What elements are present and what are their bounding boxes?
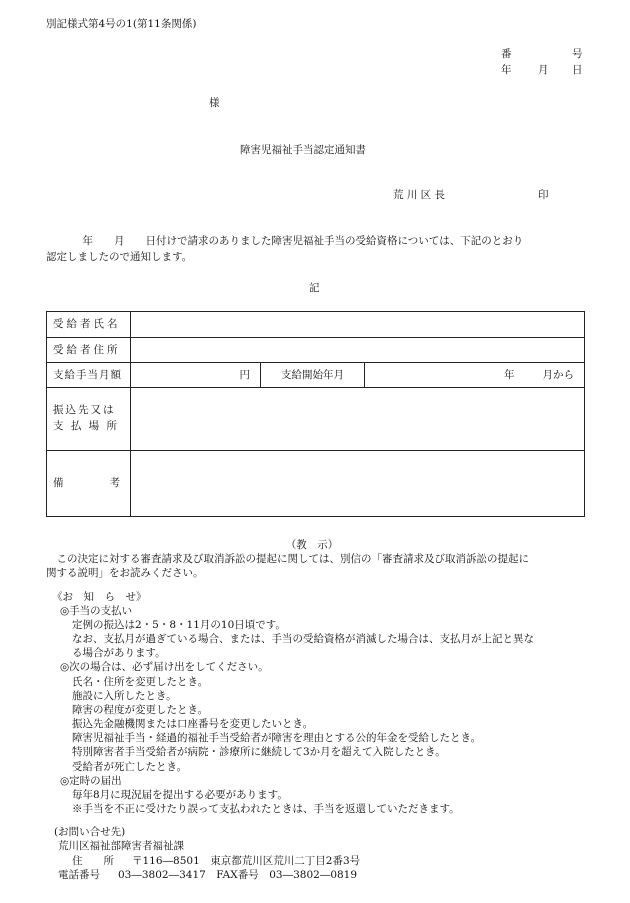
start-label: 支給開始年月: [261, 363, 365, 388]
periodic-line-2: ※手当を不正に受けたり誤って支払われたときは、手当を返還していただきます。: [72, 803, 460, 816]
transfer-label-line-2: 支 払 場 所: [53, 420, 120, 432]
seal-mark: 印: [538, 189, 549, 201]
date-year: 年: [501, 64, 512, 76]
number-suffix: 号: [572, 48, 583, 60]
recipient-honorific: 様: [209, 97, 220, 109]
list-item: 施設に入所したとき。: [72, 689, 177, 702]
contact-phone: [46, 868, 586, 882]
contact-address: [46, 854, 586, 868]
start-year: 年: [504, 368, 515, 381]
list-item: 受給者が死亡したとき。: [72, 760, 188, 773]
periodic-title: ◎定時の届出: [60, 774, 122, 787]
start-value-cell: [365, 363, 585, 388]
payment-line-1: 定例の振込は2・5・8・11月の10日頃です。: [72, 618, 286, 631]
recipient-address-cell: [131, 338, 585, 363]
remarks-label: [47, 451, 131, 517]
list-item: 氏名・住所を変更したとき。: [72, 675, 209, 688]
body-line-2: 認定しましたので通知します。: [46, 251, 193, 263]
body-line-1: 年 月 日付けで請求のありました障害児福祉手当の受給資格については、下記のとおり: [72, 235, 524, 247]
periodic-line-1: 毎年8月に現況届を提出する必要があります。: [72, 788, 288, 801]
monthly-amount-label: 支給手当月額: [47, 363, 131, 388]
instruction-text-1: この決定に対する審査請求及び取消訴訟の提起に関しては、別信の「審査請求及び取消訴訟の提起に: [46, 553, 529, 566]
date-day: 日: [572, 64, 583, 76]
form-number: 別記様式第4号の1(第11条関係): [46, 18, 197, 30]
number-label: 番: [501, 48, 512, 60]
yen-unit: 円: [239, 368, 250, 381]
start-month: 月から: [542, 368, 575, 381]
payment-line-3: る場合があります。: [72, 647, 166, 660]
recipient-name-cell: [131, 312, 585, 338]
instruction-text-2: 関する説明」をお読みください。: [46, 567, 204, 580]
transfer-label: [47, 388, 131, 451]
table-row: [47, 451, 585, 517]
issuer: 荒 川 区 長: [393, 189, 446, 201]
table-row: [47, 312, 585, 338]
address-label: 住 所: [72, 854, 114, 867]
phone-label: 電話番号: [58, 868, 100, 881]
list-item: 特別障害者手当受給者が病院・診療所に継続して3か月を超えて入院したとき。: [72, 746, 446, 759]
list-item: 障害児福祉手当・経過的福祉手当受給者が障害を理由とする公的年金を受給したとき。: [72, 732, 482, 745]
contact-dept: 荒川区福祉部障害者福祉課: [58, 840, 184, 853]
certification-table: [46, 311, 585, 517]
date-month: 月: [538, 64, 549, 76]
transfer-label-line-1: 振込先又は: [53, 404, 116, 417]
report-title: ◎次の場合は、必ず届け出をしてください。: [60, 661, 269, 674]
remarks-cell: [131, 451, 585, 517]
list-item: 障害の程度が変更したとき。: [72, 703, 209, 716]
contact-heading: (お問い合せ先): [54, 826, 126, 839]
transfer-cell: [131, 388, 585, 451]
remarks-label-1: 備: [53, 477, 64, 490]
recipient-address-label: 受給者住所: [47, 338, 131, 363]
payment-line-2: なお、支払月が過ぎている場合、または、手当の受給資格が消滅した場合は、支払月が上記と異な: [72, 633, 534, 646]
ki-mark: 記: [309, 282, 320, 294]
notice-heading: 《お 知 ら せ》: [52, 590, 147, 603]
notes-section: [46, 538, 586, 882]
table-row: [47, 363, 585, 388]
remarks-label-2: 考: [109, 477, 120, 490]
list-item: 振込先金融機関または口座番号を変更したいとき。: [72, 718, 314, 731]
table-row: [47, 388, 585, 451]
payment-title: ◎手当の支払い: [60, 604, 133, 617]
instruction-heading: （教 示）: [285, 539, 339, 551]
recipient-name-label: 受給者氏名: [47, 312, 131, 338]
phone-value: 03―3802―3417 FAX番号 03―3802―0819: [118, 868, 358, 881]
monthly-amount-cell: [131, 363, 261, 388]
address-value: 〒116―8501 東京都荒川区荒川二丁目2番3号: [132, 854, 361, 867]
table-row: [47, 338, 585, 363]
document-title: 障害児福祉手当認定通知書: [240, 144, 366, 156]
